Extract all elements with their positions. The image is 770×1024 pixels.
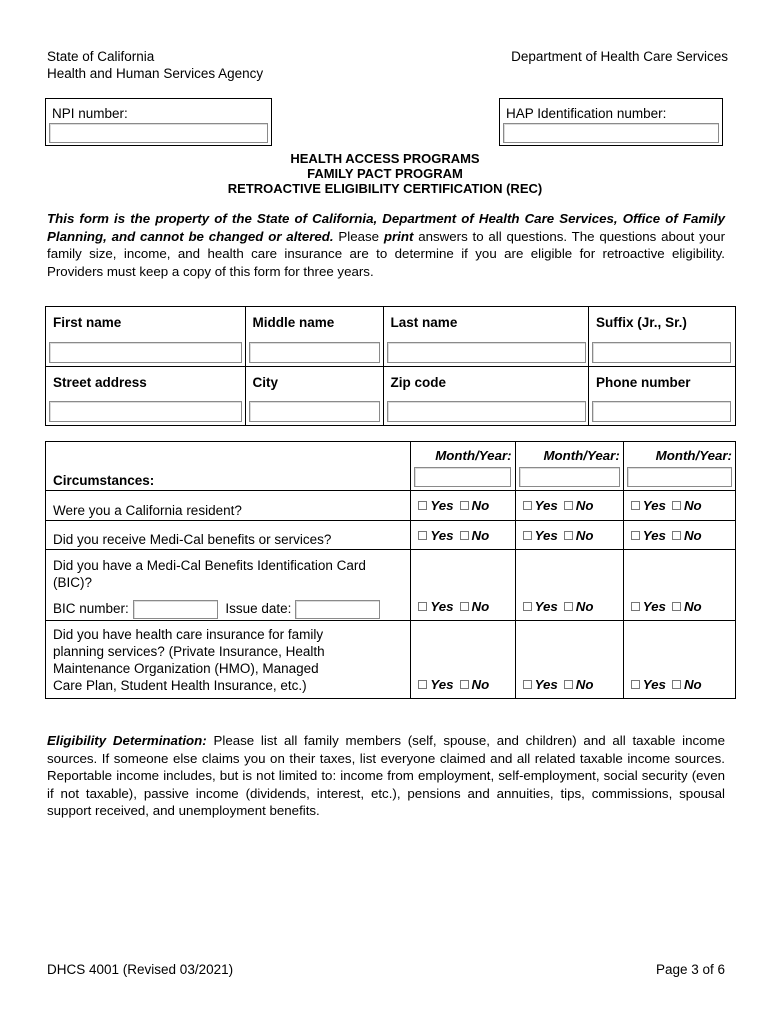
month-year-2-cell [515,442,623,491]
last-name-cell [383,307,589,367]
zip-input[interactable] [387,401,586,422]
q4-cell [46,621,411,699]
form-title [0,151,770,196]
first-name-label: First name [53,315,122,330]
q2-cell [46,521,411,550]
month-year-3-cell [623,442,735,491]
no-label: No [575,677,594,692]
q3-col3-no-checkbox[interactable] [672,602,681,611]
zip-cell [383,367,589,426]
q1-cell [46,491,411,521]
yes-label: Yes [534,498,558,513]
q4-col1-no-checkbox[interactable] [460,680,469,689]
yes-label: Yes [642,498,666,513]
intro-print-word: print [383,228,414,244]
hap-label: HAP Identification number: [506,106,667,121]
q2-col2-yes-checkbox[interactable] [523,531,532,540]
first-name-cell [46,307,246,367]
street-cell [46,367,246,426]
city-label: City [252,375,279,390]
yes-label: Yes [534,677,558,692]
last-name-label: Last name [390,315,458,330]
street-input[interactable] [49,401,242,422]
npi-input[interactable] [49,123,268,143]
q1-text: Were you a California resident? [53,503,242,518]
eligibility-label: Eligibility Determination: [47,733,207,748]
month-year-3-label: Month/Year: [655,448,732,463]
form-id: DHCS 4001 (Revised 03/2021) [47,962,234,977]
title-line-2: FAMILY PACT PROGRAM [307,166,463,181]
personal-info-table [45,306,736,426]
intro-text-b: answers to all questions. The questions about your family size, income, and health care insurance are to determine if you are eligible for retroactive eligibility. Providers must keep a copy of this form for three years. [47,228,726,279]
q2-col2 [515,521,623,550]
no-label: No [471,528,490,543]
hap-box [499,98,723,146]
q3-col1-yes-checkbox[interactable] [418,602,427,611]
q1-col3 [623,491,735,521]
q4-col2-yes-checkbox[interactable] [523,680,532,689]
zip-label: Zip code [390,375,447,390]
intro-paragraph [47,210,725,280]
eligibility-paragraph [47,732,725,820]
bic-row [53,600,380,619]
department-name: Department of Health Care Services [511,49,728,64]
q1-col1-yes-checkbox[interactable] [418,501,427,510]
page-number: Page 3 of 6 [655,962,725,977]
no-label: No [471,599,490,614]
q1-col3-no-checkbox[interactable] [672,501,681,510]
no-label: No [471,677,490,692]
phone-input[interactable] [592,401,731,422]
circumstances-table [45,441,736,699]
street-label: Street address [53,375,147,390]
yes-label: Yes [430,599,454,614]
q4-text: Did you have health care insurance for family planning services? (Private Insurance, Health Maintenance Organization (HMO), Managed Care Plan, Student Health Insurance, etc.) [53,627,325,693]
q3-col2-yes-checkbox[interactable] [523,602,532,611]
q1-col2-yes-checkbox[interactable] [523,501,532,510]
month-year-1-cell [411,442,515,491]
no-label: No [575,498,594,513]
circumstances-heading-cell [46,442,411,491]
month-year-1-input[interactable] [414,467,511,487]
suffix-cell [589,307,736,367]
q2-col1-yes-checkbox[interactable] [418,531,427,540]
yes-label: Yes [430,498,454,513]
q4-col2-no-checkbox[interactable] [564,680,573,689]
no-label: No [683,528,702,543]
phone-label: Phone number [596,375,691,390]
q2-col1 [411,521,515,550]
yes-label: Yes [642,528,666,543]
q3-cell [46,550,411,621]
q1-col3-yes-checkbox[interactable] [631,501,640,510]
month-year-3-input[interactable] [627,467,732,487]
q3-col3 [623,550,735,621]
q2-col3 [623,521,735,550]
yes-label: Yes [430,677,454,692]
intro-notice: This form is the property of the State of California, Department of Health Care Services, Office of Family Planning, and cannot be changed or altered. [47,211,725,244]
q3-col1-no-checkbox[interactable] [460,602,469,611]
q3-col2 [515,550,623,621]
q1-col1-no-checkbox[interactable] [460,501,469,510]
circumstances-heading: Circumstances: [53,473,155,488]
agency-header [47,48,263,82]
phone-cell [589,367,736,426]
no-label: No [575,528,594,543]
yes-label: Yes [534,528,558,543]
last-name-input[interactable] [387,342,586,363]
city-cell [245,367,383,426]
q4-col1 [411,621,515,699]
q4-col3 [623,621,735,699]
q3-col2-no-checkbox[interactable] [564,602,573,611]
q4-col1-yes-checkbox[interactable] [418,680,427,689]
hap-input[interactable] [503,123,719,143]
q3-col3-yes-checkbox[interactable] [631,602,640,611]
suffix-label: Suffix (Jr., Sr.) [596,315,687,330]
q3-col1 [411,550,515,621]
q2-col3-no-checkbox[interactable] [672,531,681,540]
npi-box [45,98,272,146]
npi-label: NPI number: [52,106,128,121]
no-label: No [471,498,490,513]
bic-number-input[interactable] [133,600,218,619]
first-name-input[interactable] [49,342,242,363]
middle-name-cell [245,307,383,367]
no-label: No [683,677,702,692]
intro-text-a: Please [333,228,384,244]
suffix-input[interactable] [592,342,731,363]
no-label: No [683,599,702,614]
yes-label: Yes [534,599,558,614]
q1-col1 [411,491,515,521]
q1-col2-no-checkbox[interactable] [564,501,573,510]
q1-col2 [515,491,623,521]
q3-text: Did you have a Medi-Cal Benefits Identification Card (BIC)? [53,558,366,590]
month-year-1-label: Month/Year: [435,448,512,463]
middle-name-label: Middle name [252,315,335,330]
bic-number-label: BIC number: [53,601,129,617]
q2-col2-no-checkbox[interactable] [564,531,573,540]
title-line-3: RETROACTIVE ELIGIBILITY CERTIFICATION (REC) [227,181,543,196]
month-year-2-input[interactable] [519,467,620,487]
eligibility-text: Please list all family members (self, spouse, and children) and all taxable income sources. If someone else claims you on their taxes, list everyone claimed and all related taxable income sources. Reportable income includes, but is not limited to: income from employment, self-employment, social security (even if not taxable), passive income (dividends, interest, etc.), pensions and annuities, tips, commissions, spousal support received, and unemployment benefits. [47,733,726,818]
q4-col3-no-checkbox[interactable] [672,680,681,689]
no-label: No [683,498,702,513]
q4-col3-yes-checkbox[interactable] [631,680,640,689]
q4-col2 [515,621,623,699]
q2-col1-no-checkbox[interactable] [460,531,469,540]
q2-text: Did you receive Medi-Cal benefits or services? [53,532,332,547]
issue-date-label: Issue date: [225,601,292,617]
state-name: State of California [47,49,155,64]
no-label: No [575,599,594,614]
month-year-2-label: Month/Year: [543,448,620,463]
yes-label: Yes [642,677,666,692]
yes-label: Yes [642,599,666,614]
issue-date-input[interactable] [295,600,380,619]
q2-col3-yes-checkbox[interactable] [631,531,640,540]
yes-label: Yes [430,528,454,543]
city-input[interactable] [249,401,380,422]
middle-name-input[interactable] [249,342,380,363]
agency-name: Health and Human Services Agency [47,66,264,81]
title-line-1: HEALTH ACCESS PROGRAMS [290,151,480,166]
